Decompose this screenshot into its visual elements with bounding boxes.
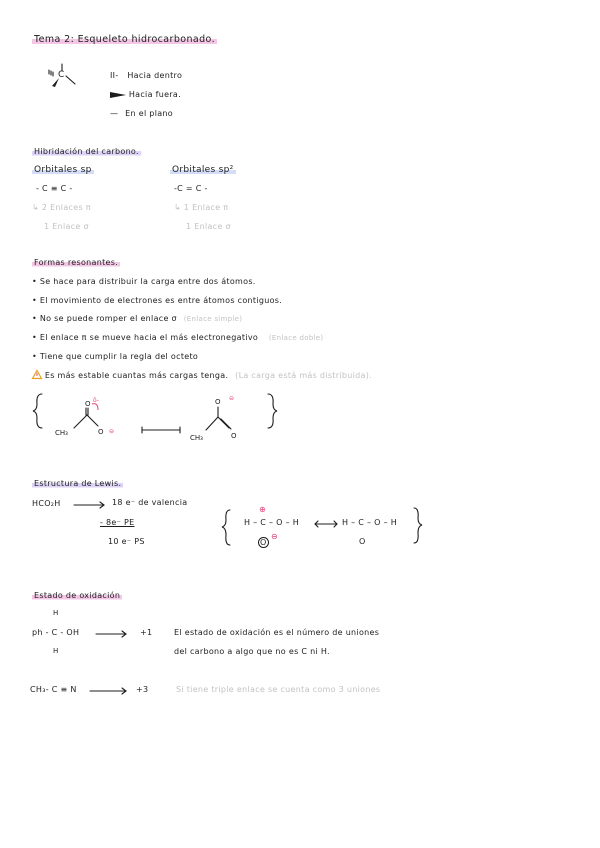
section-heading-resonantes: Formas resonantes.: [34, 258, 119, 267]
ox1-h-top: H: [53, 609, 59, 617]
lewis-charge-plus: ⊕: [259, 505, 266, 514]
resonance-bullet-3: • No se puede romper el enlace σ (Enlace simple): [32, 314, 243, 323]
resonance-diagram: [30, 388, 290, 444]
ox-explanation-line1: El estado de oxidación es el número de uniones: [174, 628, 380, 637]
legend-inward: II- Hacia dentro: [110, 71, 183, 80]
left-charge: ⊖: [109, 428, 115, 435]
resonance-bullet-2: • El movimiento de electrones es entre átomos contiguos.: [32, 296, 283, 305]
ox2-note: Si tiene triple enlace se cuenta como 3 uniones: [176, 685, 381, 694]
ox-explanation-line2: del carbono a algo que no es C ni H.: [174, 647, 330, 656]
ox1-value: +1: [140, 628, 153, 637]
sp-note-sigma: 1 Enlace σ: [44, 222, 89, 231]
section-heading-oxidacion: Estado de oxidación: [34, 591, 121, 600]
right-charge: ⊖: [229, 395, 235, 402]
resonance-bullet-1: • Se hace para distribuir la carga entre dos átomos.: [32, 277, 256, 286]
ox2-arrow: [90, 687, 130, 695]
wedge-icon: [110, 91, 126, 99]
stereo-carbon-label: C: [58, 70, 65, 80]
lewis-brace-right: [412, 506, 424, 546]
lewis-charge-minus: ⊖: [271, 532, 278, 541]
right-ch3: CH₃: [190, 434, 203, 442]
sp-note-pi: ↳ 2 Enlaces π: [32, 203, 91, 212]
section-heading-lewis: Estructura de Lewis.: [34, 479, 122, 488]
lewis-arrow: [74, 501, 108, 509]
sp2-note-sigma: 1 Enlace σ: [186, 222, 231, 231]
lewis-ps: 10 e⁻ PS: [108, 537, 145, 546]
sp2-formula: -C = C -: [174, 184, 208, 193]
legend-outward: Hacia fuera.: [110, 90, 181, 99]
sp2-label: Orbitales sp²: [172, 165, 234, 175]
lewis-formula: HCO₂H: [32, 499, 61, 508]
lewis-o-right: O: [359, 537, 366, 546]
lewis-pe: - 8e⁻ PE: [100, 518, 135, 527]
sp-label: Orbitales sp: [34, 165, 92, 175]
lewis-structure-right: H – C – O – H: [342, 518, 398, 527]
legend-plane: — En el plano: [110, 109, 173, 118]
resonance-bullet-4: • El enlace π se mueve hacia el más electronegativo (Enlace doble): [32, 333, 324, 342]
left-delta-mark: δ-: [93, 397, 99, 404]
page-title: Tema 2: Esqueleto hidrocarbonado.: [34, 34, 216, 45]
right-o-bottom: O: [231, 432, 237, 440]
ox1-h-bottom: H: [53, 647, 59, 655]
resonance-warning: Es más estable cuantas más cargas tenga. (La carga está más distribuida).: [32, 370, 372, 380]
lewis-resonance-arrow: [313, 520, 339, 528]
resonance-bullet-5: • Tiene que cumplir la regla del octeto: [32, 352, 199, 361]
ox1-formula: ph - C - OH: [32, 628, 80, 637]
right-o-top: O: [215, 398, 221, 406]
section-heading-hibridacion: Hibridación del carbono.: [34, 147, 139, 156]
lewis-o-left: O: [260, 538, 267, 547]
sp2-note-pi: ↳ 1 Enlace π: [174, 203, 229, 212]
left-o-top: O: [85, 400, 91, 408]
warning-icon: [32, 370, 42, 379]
ox2-formula: CH₃- C ≡ N: [30, 685, 77, 694]
lewis-valence: 18 e⁻ de valencia: [112, 498, 188, 507]
left-o-bottom: O: [98, 428, 104, 436]
ox1-arrow: [96, 630, 130, 638]
sp-formula: - C ≡ C -: [36, 184, 73, 193]
lewis-brace-left: [220, 508, 232, 548]
ox2-value: +3: [136, 685, 149, 694]
lewis-structure-left: H – C – O – H: [244, 518, 300, 527]
left-ch3: CH₃: [55, 429, 68, 437]
